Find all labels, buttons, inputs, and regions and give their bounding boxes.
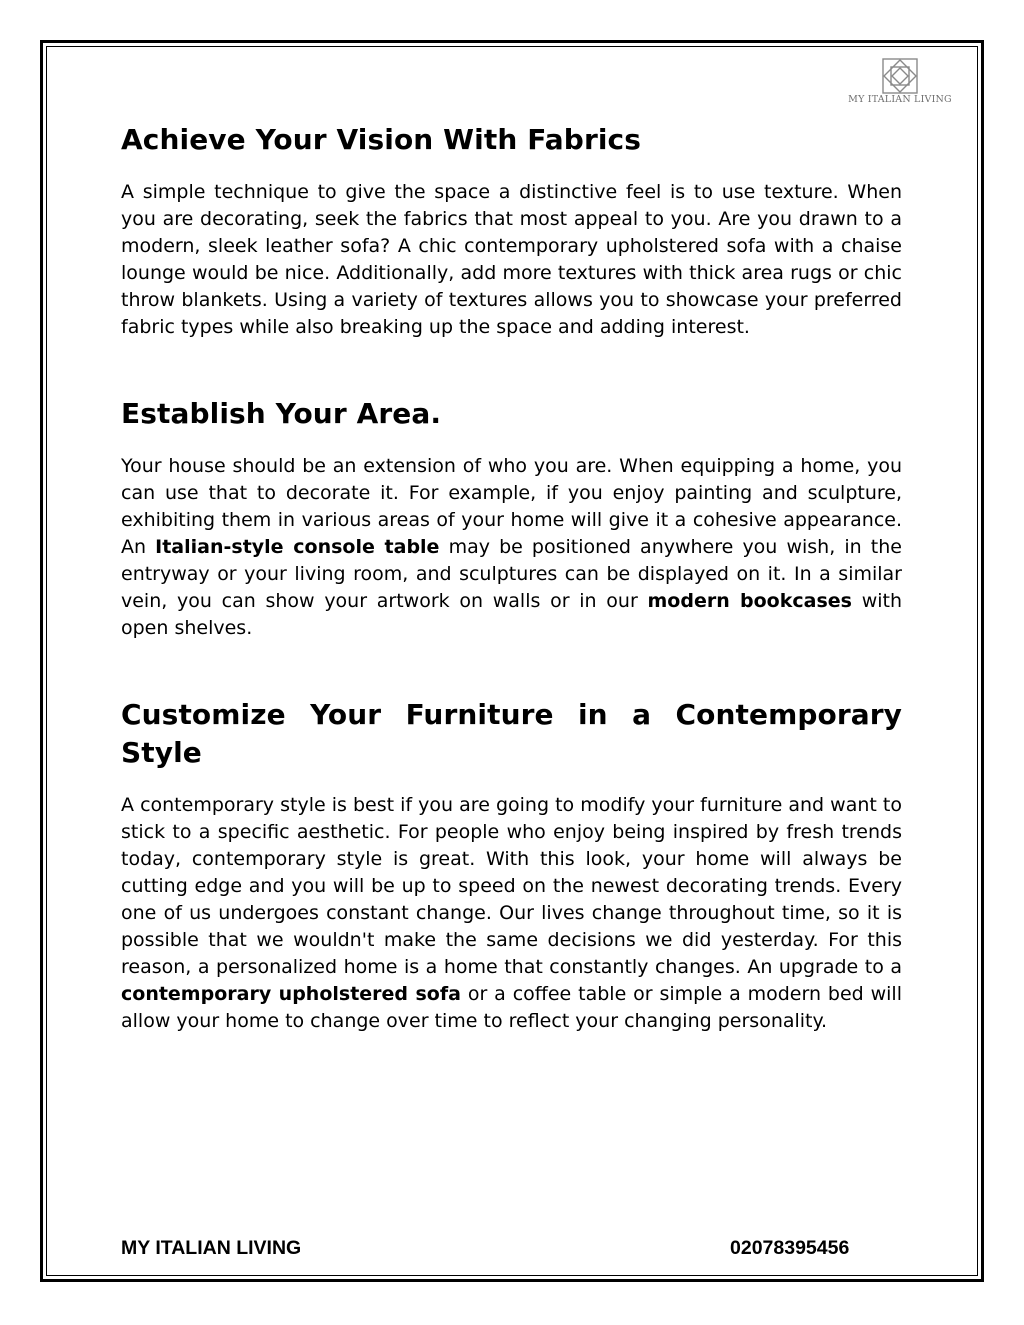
section-paragraph [121, 792, 902, 1035]
diamond-knot-logo-icon [881, 57, 919, 95]
paragraph-text: with open shelves. [121, 590, 902, 639]
section-paragraph [121, 453, 902, 642]
paragraph-text: A contemporary style is best if you are going to modify your furniture and want to stick to a specific aesthetic. For people who enjoy being inspired by fresh trends today, contemporary style is great. With this look, your home will always be cutting edge and you will be up to speed on the newest decorating trends. Every one of us undergoes constant change. Our lives change throughout time, so it is possible that we wouldn't make the same decisions we did yesterday. For this reason, a personalized home is a home that constantly changes. An upgrade to a [121, 794, 902, 978]
brand-logo [842, 57, 958, 109]
section-area [121, 395, 902, 642]
footer-company: MY ITALIAN LIVING [121, 1237, 302, 1259]
bookcases-link[interactable]: modern bookcases [647, 590, 852, 612]
console-table-link[interactable]: Italian-style console table [155, 536, 440, 558]
section-heading: Establish Your Area. [121, 397, 442, 430]
upholstered-sofa-link[interactable]: contemporary upholstered sofa [121, 983, 461, 1005]
paragraph-text: may be positioned anywhere you wish, in the entryway or your living room, and sculptures can be displayed on it. In a similar vein, you can show your artwork on walls or in our [121, 536, 902, 612]
paragraph-text: Your house should be an extension of who you are. When equipping a home, you can use that to decorate it. For example, if you enjoy painting and sculpture, exhibiting them in various areas of your home will give it a cohesive appearance. An [121, 455, 902, 558]
paragraph-text: or a coffee table or simple a modern bed will allow your home to change over time to reflect your changing personality. [121, 983, 902, 1032]
logo-text: MY ITALIAN LIVING [848, 94, 952, 105]
section-heading: Achieve Your Vision With Fabrics [121, 123, 642, 156]
section-heading: Customize Your Furniture in a Contemporary Style [121, 698, 902, 769]
footer-phone: 02078395456 [730, 1237, 850, 1259]
document-body [121, 121, 902, 1035]
section-contemporary [121, 696, 902, 1035]
section-paragraph: A simple technique to give the space a distinctive feel is to use texture. When you are decorating, seek the fabrics that most appeal to you. Are you drawn to a modern, sleek leather sofa? A chic contemporary upholstered sofa with a chaise lounge would be nice. Additionally, add more textures with thick area rugs or chic throw blankets. Using a variety of textures allows you to showcase your preferred fabric types while also breaking up the space and adding interest. [121, 181, 902, 338]
section-fabrics [121, 121, 902, 341]
